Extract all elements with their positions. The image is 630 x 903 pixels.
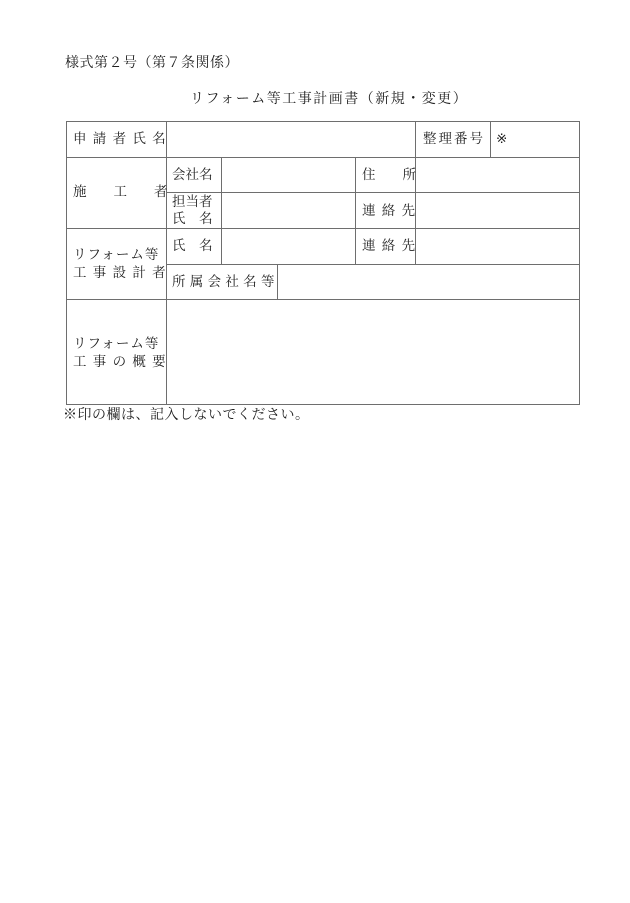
work-summary-field[interactable] — [167, 300, 578, 403]
applicant-name-label: 申 請 者 氏 名 — [73, 131, 167, 147]
summary-section-label-line2: 工 事 の 概 要 — [73, 354, 167, 370]
address-label: 住 所 — [362, 167, 416, 183]
designer-affiliation-label: 所 属 会 社 名 等 — [172, 274, 275, 290]
column-divider — [355, 157, 356, 264]
document-title: リフォーム等工事計画書（新規・変更） — [190, 91, 469, 107]
contractor-section-label: 施 工 者 — [73, 184, 168, 200]
column-divider — [490, 121, 491, 157]
designer-contact-field[interactable] — [416, 229, 578, 264]
footnote: ※印の欄は、記入しないでください。 — [63, 407, 310, 423]
applicant-name-field[interactable] — [167, 122, 415, 157]
contractor-contact-field[interactable] — [416, 193, 578, 228]
contractor-person-field[interactable] — [222, 193, 355, 228]
designer-name-field[interactable] — [222, 229, 355, 264]
summary-section-label-line1: リフォーム等 — [73, 336, 160, 352]
person-in-charge-name-label: 氏 名 — [172, 211, 213, 227]
designer-section-label-line1: リフォーム等 — [73, 247, 160, 263]
designer-section-label-line2: 工 事 設 計 者 — [73, 265, 167, 281]
contractor-company-field[interactable] — [222, 158, 355, 192]
designer-contact-label: 連 絡 先 — [362, 238, 417, 254]
designer-name-label: 氏 名 — [172, 238, 213, 254]
contractor-address-field[interactable] — [416, 158, 578, 192]
designer-affiliation-field[interactable] — [278, 265, 578, 299]
contractor-contact-label: 連 絡 先 — [362, 203, 417, 219]
reference-mark: ※ — [496, 131, 508, 147]
reference-number-field — [512, 122, 578, 157]
form-number: 様式第２号（第７条関係） — [65, 55, 239, 71]
company-name-label: 会社名 — [172, 167, 213, 183]
person-in-charge-label: 担当者 — [172, 194, 213, 210]
reference-number-label: 整理番号 — [423, 131, 485, 147]
